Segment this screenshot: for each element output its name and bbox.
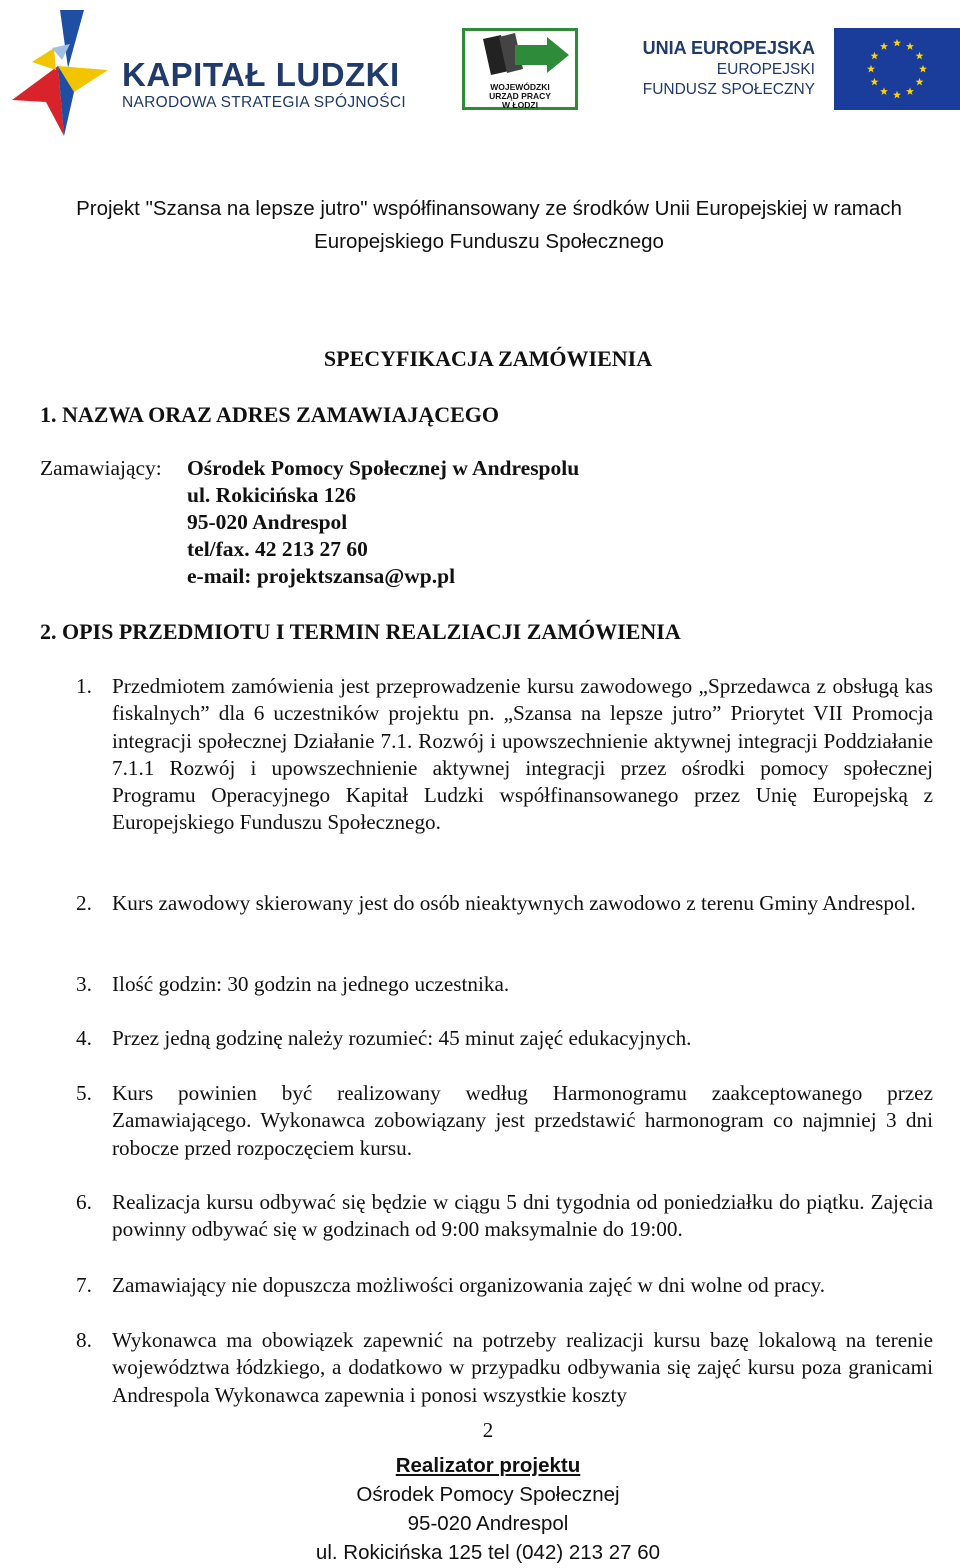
- footer-city: 95-020 Andrespol: [407, 1512, 569, 1535]
- list-item: [40, 1272, 933, 1299]
- footer-heading: Realizator projektu: [395, 1454, 581, 1477]
- document-title: SPECYFIKACJA ZAMÓWIENIA: [323, 346, 653, 371]
- footer-org: Ośrodek Pomocy Społecznej: [356, 1483, 620, 1506]
- eu-subtitle: EUROPEJSKI: [716, 61, 815, 78]
- kapital-ludzki-title: KAPITAŁ LUDZKI: [122, 56, 400, 93]
- list-item: [40, 1327, 933, 1409]
- project-line: Europejskiego Funduszu Społecznego: [314, 230, 664, 253]
- eu-logo: [640, 28, 960, 112]
- wup-label-line: W ŁODZI: [502, 100, 538, 110]
- list-item-text: Kurs powinien być realizowany według Harmonogramu zaakceptowanego przez Zamawiającego. Wykonawca zobowiązany jest przedstawić harmonogram co najmniej 3 dni robocze przed rozpoczęciem kursu.: [112, 1081, 933, 1160]
- list-item-number: 2.: [76, 891, 92, 915]
- wup-lodz-logo: [462, 28, 578, 110]
- list-item-number: 7.: [76, 1273, 92, 1297]
- list-item: [40, 1025, 933, 1052]
- section-heading: 1. NAZWA ORAZ ADRES ZAMAWIAJĄCEGO: [40, 402, 500, 427]
- list-item-text: Przez jedną godzinę należy rozumieć: 45 minut zajęć edukacyjnych.: [112, 1026, 692, 1050]
- list-item-number: 5.: [76, 1081, 92, 1105]
- list-item-number: 1.: [76, 674, 92, 698]
- project-line: Projekt "Szansa na lepsze jutro" współfinansowany ze środków Unii Europejskiej w ramach: [76, 197, 902, 220]
- footer-address: ul. Rokicińska 125 tel (042) 213 27 60: [315, 1541, 661, 1564]
- list-item-text: Zamawiający nie dopuszcza możliwości organizowania zajęć w dni wolne od pracy.: [112, 1273, 826, 1297]
- kapital-ludzki-subtitle: NARODOWA STRATEGIA SPÓJNOŚCI: [122, 94, 406, 111]
- list-item: [40, 971, 933, 998]
- kapital-ludzki-star-icon: [12, 8, 112, 136]
- list-item: [40, 890, 933, 917]
- page-number: 2: [482, 1418, 494, 1442]
- section-heading: 2. OPIS PRZEDMIOTU I TERMIN REALZIACJI ZAMÓWIENIA: [40, 619, 681, 644]
- list-item-text: Wykonawca ma obowiązek zapewnić na potrzeby realizacji kursu bazę lokalową na terenie województwa łódzkiego, a dodatkowo w przypadku odbywania się zajęć kursu poza granicami Andrespola Wykonawca zapewnia i ponosi wszystkie koszty: [112, 1328, 933, 1407]
- eu-title: UNIA EUROPEJSKA: [642, 38, 815, 58]
- list-item: [40, 1080, 933, 1162]
- list-item: [40, 1189, 933, 1244]
- wup-arrow-icon: [465, 31, 575, 83]
- wup-label-line: WOJEWÓDZKI: [490, 82, 550, 92]
- contact-street: ul. Rokicińska 126: [187, 483, 357, 507]
- contact-phone: tel/fax. 42 213 27 60: [187, 537, 368, 561]
- contact-city: 95-020 Andrespol: [187, 510, 348, 534]
- wup-label-line: URZĄD PRACY: [489, 91, 551, 101]
- logo-bar: [0, 0, 960, 140]
- list-item-text: Przedmiotem zamówienia jest przeprowadzenie kursu zawodowego „Sprzedawca z obsługą kas fiskalnych” dla 6 uczestników projektu pn. „Szansa na lepsze jutro” Priorytet VII Promocja integracji społecznej Działanie 7.1. Rozwój i upowszechnienie aktywnej integracji Poddziałanie 7.1.1 Rozwój i upowszechnienie aktywnej integracji przez ośrodki pomocy społecznej Programu Operacyjnego Kapitał Ludzki współfinansowanego przez Unię Europejską z Europejskiego Funduszu Społecznego.: [112, 674, 933, 835]
- list-item-number: 3.: [76, 972, 92, 996]
- list-item: [40, 673, 933, 837]
- list-item-text: Ilość godzin: 30 godzin na jednego uczestnika.: [112, 972, 510, 996]
- kapital-ludzki-logo: [12, 8, 412, 136]
- contact-label: Zamawiający:: [40, 456, 162, 480]
- wup-label: [465, 83, 575, 110]
- contact-name: Ośrodek Pomocy Społecznej w Andrespolu: [187, 456, 580, 480]
- list-item-number: 8.: [76, 1328, 92, 1352]
- contact-email: e-mail: projektszansa@wp.pl: [187, 564, 456, 588]
- eu-subtitle: FUNDUSZ SPOŁECZNY: [642, 81, 815, 98]
- eu-flag-icon: [834, 28, 960, 110]
- list-item-text: Realizacja kursu odbywać się będzie w ciągu 5 dni tygodnia od poniedziałku do piątku. Zajęcia powinny odbywać się w godzinach od 9:00 maksymalnie do 19:00.: [112, 1190, 933, 1242]
- list-item-number: 6.: [76, 1190, 92, 1214]
- list-item-number: 4.: [76, 1026, 92, 1050]
- list-item-text: Kurs zawodowy skierowany jest do osób nieaktywnych zawodowo z terenu Gminy Andrespol.: [112, 891, 916, 915]
